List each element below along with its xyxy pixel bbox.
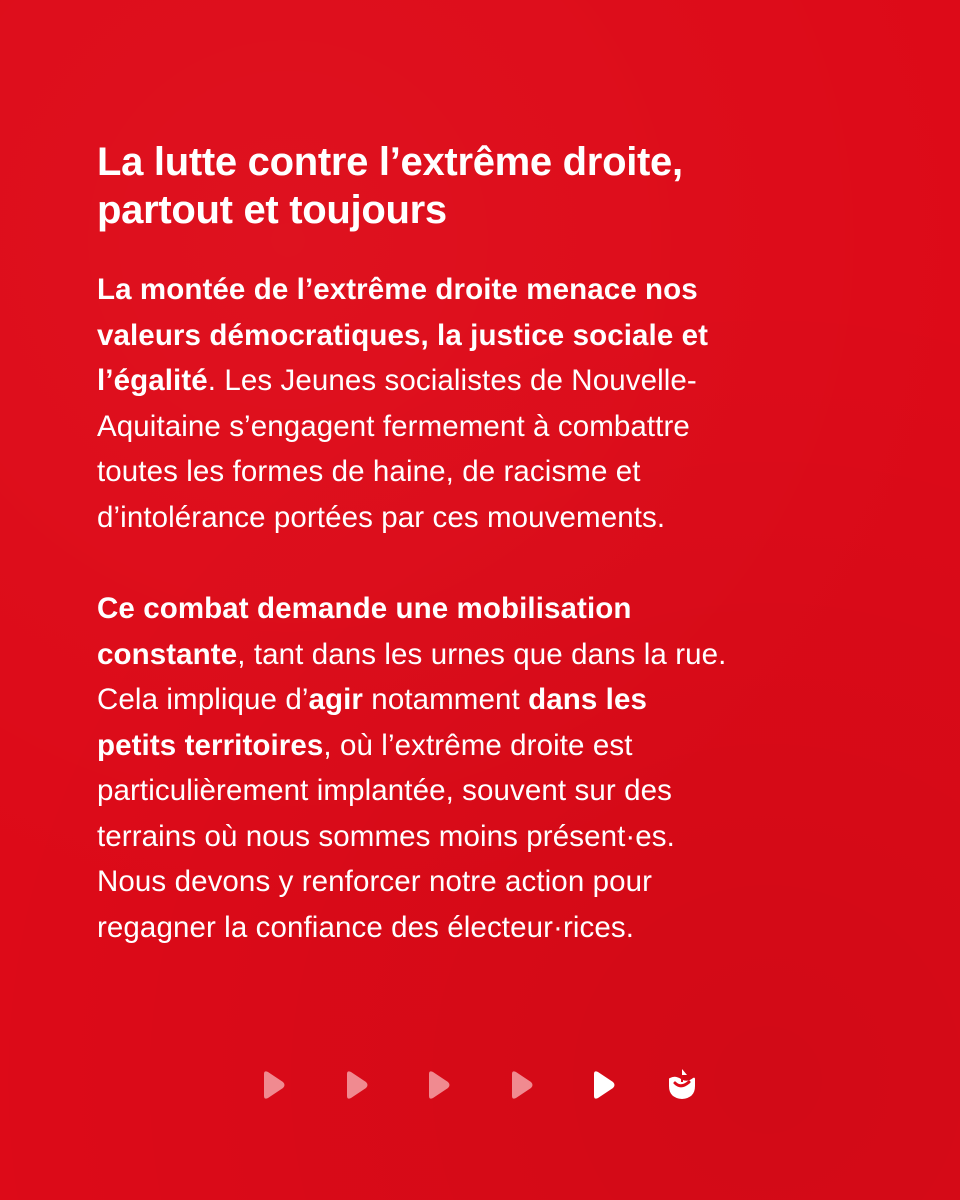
play-triangle-icon xyxy=(506,1068,536,1104)
p2-line-6: terrains où nous sommes moins présent·es. xyxy=(97,819,675,853)
p2-line-1: Ce combat demande une mobilisation xyxy=(97,592,632,625)
play-triangle-icon xyxy=(258,1068,288,1104)
p1-line-6: d’intolérance portées par ces mouvements. xyxy=(97,500,666,534)
p2-line-4-bold: petits territoires xyxy=(97,728,324,762)
p2-line-5: particulièrement implantée, souvent sur des xyxy=(97,774,672,807)
p1-line-3-rest: . Les Jeunes socialistes de Nouvelle- xyxy=(207,364,697,397)
p1-line-2: valeurs démocratiques, la justice sociale et xyxy=(97,318,709,352)
p2-line-3-bold-1: agir xyxy=(308,683,364,716)
play-triangle-icon xyxy=(341,1068,371,1104)
pager-step-4[interactable] xyxy=(506,1068,536,1104)
p2-line-3-pre: Cela implique d’ xyxy=(97,683,309,716)
p2-line-3-bold-2: dans les xyxy=(528,683,647,716)
p2-line-2-bold: constante xyxy=(97,637,238,671)
pager-step-2[interactable] xyxy=(341,1068,371,1104)
pager-step-5[interactable] xyxy=(588,1068,618,1104)
pager-step-3[interactable] xyxy=(423,1068,453,1104)
paragraph-2 xyxy=(97,586,887,950)
play-triangle-icon xyxy=(423,1068,453,1104)
play-triangle-icon xyxy=(588,1068,618,1104)
p1-line-1: La montée de l’extrême droite menace nos xyxy=(97,273,698,306)
p2-line-2-rest: , tant dans les urnes que dans la rue. xyxy=(237,637,727,671)
p2-line-3-mid: notamment xyxy=(363,683,529,716)
p2-line-7: Nous devons y renforcer notre action pour xyxy=(97,865,653,898)
content xyxy=(97,138,887,950)
slide-pager xyxy=(258,1068,698,1108)
pager-step-1[interactable] xyxy=(258,1068,288,1104)
p2-line-4-rest: , où l’extrême droite est xyxy=(323,728,633,762)
p1-line-4: Aquitaine s’engagent fermement à combattre xyxy=(97,409,690,443)
p1-line-5: toutes les formes de haine, de racisme et xyxy=(97,455,641,488)
title-line-2: partout et toujours xyxy=(97,188,447,232)
title-line-1: La lutte contre l’extrême droite, xyxy=(97,140,683,184)
p1-line-3-bold: l’égalité xyxy=(97,364,208,397)
page-title xyxy=(97,138,887,234)
rose-fist-logo-icon xyxy=(666,1066,698,1102)
paragraph-1 xyxy=(97,267,887,540)
p2-line-8: regagner la confiance des électeur·rices. xyxy=(97,910,635,944)
